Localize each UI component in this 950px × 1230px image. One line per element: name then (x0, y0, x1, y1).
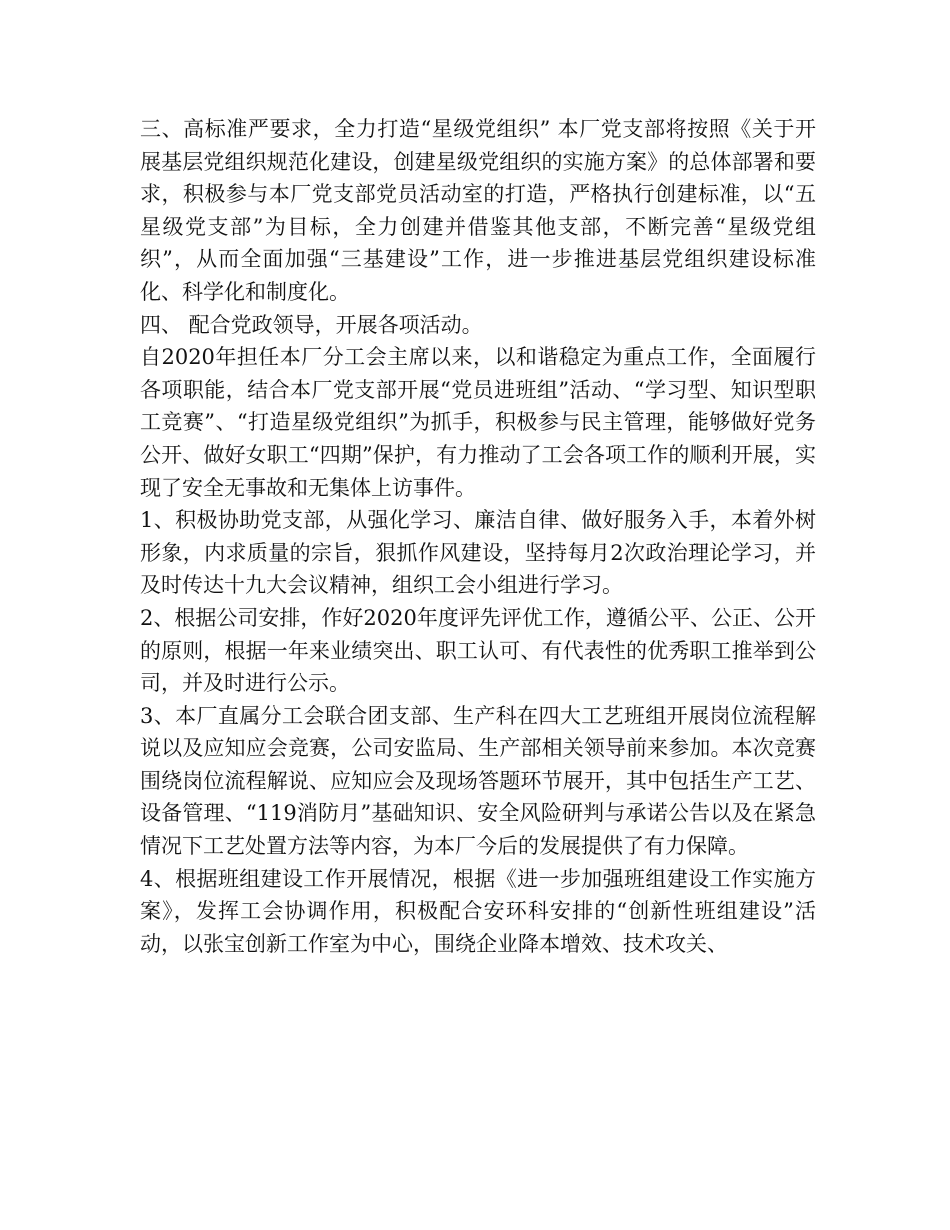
heading-section-four: 四、 配合党政领导，开展各项活动。 (140, 312, 483, 337)
paragraph-item-1: 1、积极协助党支部，从强化学习、廉洁自律、做好服务入手，本着外树形象，内求质量的宗旨，狠抓作风建设，坚持每月2次政治理论学习，并及时传达十九大会议精神，组织工会小组进行学习。 (140, 508, 816, 598)
paragraph-item-2: 2、根据公司安排，作好2020年度评先评优工作，遵循公平、公正、公开的原则，根据一年来业绩突出、职工认可、有代表性的优秀职工推举到公司，并及时进行公示。 (140, 605, 816, 696)
paragraph-item-4: 4、根据班组建设工作开展情况，根据《进一步加强班组建设工作实施方案》，发挥工会协调作用，积极配合安环科安排的“创新性班组建设”活动，以张宝创新工作室为中心，围绕企业降本增效、技术攻关、 (140, 866, 816, 956)
document-body (140, 113, 816, 960)
paragraph-star-party-organization: 三、高标准严要求，全力打造“星级党组织” 本厂党支部将按照《关于开展基层党组织规范化建设，创建星级党组织的实施方案》的总体部署和要求，积极参与本厂党支部党员活动室的打造，严格执行创建标准，以“五星级党支部”为目标，全力创建并借鉴其他支部，不断完善“星级党组织”，从而全面加强“三基建设”工作，进一步推进基层党组织建设标准化、科学化和制度化。 (140, 117, 816, 304)
paragraph-item-3: 3、本厂直属分工会联合团支部、生产科在四大工艺班组开展岗位流程解说以及应知应会竞赛，公司安监局、生产部相关领导前来参加。本次竞赛围绕岗位流程解说、应知应会及现场答题环节展开，其中包括生产工艺、设备管理、“119消防月”基础知识、安全风险研判与承诺公告以及在紧急情况下工艺处置方法等内容，为本厂今后的发展提供了有力保障。 (140, 703, 816, 859)
paragraph-union-chair-duties: 自2020年担任本厂分工会主席以来，以和谐稳定为重点工作，全面履行各项职能，结合本厂党支部开展“党员进班组”活动、“学习型、知识型职工竞赛”、“打造星级党组织”为抓手，积极参与民主管理，能够做好党务公开、做好女职工“四期”保护，有力推动了工会各项工作的顺利开展，实现了安全无事故和无集体上访事件。 (140, 345, 816, 500)
